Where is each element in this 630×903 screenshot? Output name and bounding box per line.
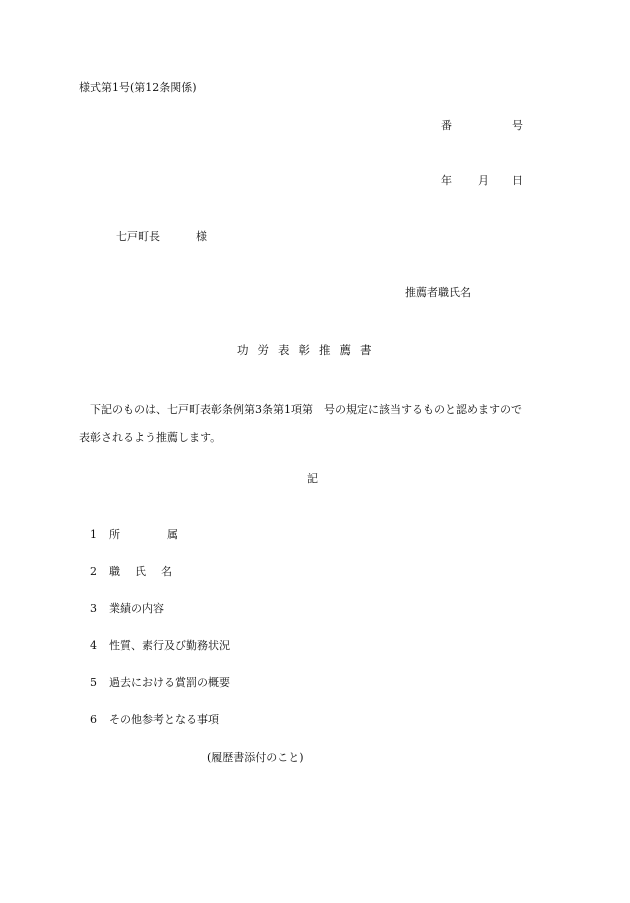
item-label: 性質、素行及び勤務状況	[109, 639, 230, 652]
form-number: 様式第1号(第12条関係)	[79, 81, 197, 94]
addressee-name: 七戸町長	[116, 230, 160, 243]
item-label: 職 氏 名	[109, 565, 172, 578]
year-label: 年	[441, 174, 452, 187]
item-label: その他参考となる事項	[109, 713, 219, 726]
item-label: 所 属	[109, 528, 178, 541]
item-number: 1	[90, 528, 97, 541]
recommender-label: 推薦者職氏名	[405, 286, 471, 299]
item-label: 業績の内容	[109, 602, 164, 615]
item-number: 5	[90, 676, 97, 689]
addressee-honorific: 様	[196, 230, 207, 243]
item-number: 2	[90, 565, 97, 578]
item-number: 3	[90, 602, 97, 615]
day-label: 日	[512, 174, 523, 187]
month-label: 月	[478, 174, 489, 187]
attachment-note: (履歴書添付のこと)	[207, 751, 304, 764]
number-label: 番	[441, 119, 452, 132]
document-title: 功労表彰推薦書	[237, 343, 381, 357]
item-label: 過去における賞罰の概要	[109, 676, 230, 689]
item-number: 4	[90, 639, 97, 652]
body-text-line-1: 下記のものは、七戸町表彰条例第3条第1項第 号の規定に該当するものと認めますので	[90, 403, 522, 416]
item-number: 6	[90, 713, 97, 726]
number-suffix: 号	[512, 119, 523, 132]
body-text-line-2: 表彰されるよう推薦します。	[79, 431, 222, 444]
ki-heading: 記	[307, 472, 318, 485]
